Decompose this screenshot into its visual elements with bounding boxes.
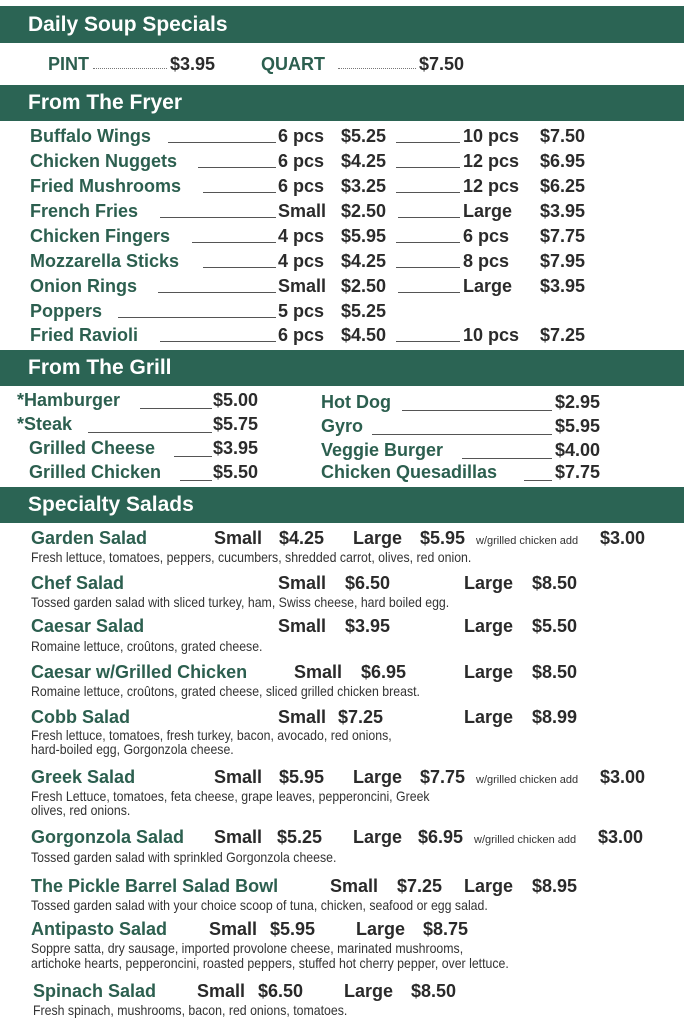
leader bbox=[396, 341, 460, 342]
item-name: Gyro bbox=[321, 416, 364, 436]
item-name: Hot Dog bbox=[321, 392, 391, 412]
item-description: Tossed garden salad with sliced turkey, ham, Swiss cheese, hard boiled egg. bbox=[31, 594, 450, 610]
price-1: $2.50 bbox=[341, 276, 387, 296]
leader bbox=[140, 408, 212, 409]
small-label: Small bbox=[294, 662, 343, 682]
price-2: $3.95 bbox=[540, 276, 586, 296]
chicken-add-label: w/grilled chicken add bbox=[474, 834, 577, 846]
large-price: $8.95 bbox=[532, 876, 578, 896]
item-name: Mozzarella Sticks bbox=[30, 251, 180, 271]
item-name: Buffalo Wings bbox=[30, 126, 151, 146]
soup-pint-label: PINT bbox=[48, 54, 90, 74]
leader bbox=[524, 480, 552, 481]
item-name: French Fries bbox=[30, 201, 139, 221]
small-price: $6.50 bbox=[345, 573, 391, 593]
chicken-add-price: $3.00 bbox=[600, 767, 646, 787]
item-description: Soppre satta, dry sausage, imported provolone cheese, marinated mushrooms, bbox=[31, 940, 464, 956]
price-1: $4.25 bbox=[341, 151, 387, 171]
size-1: 4 pcs bbox=[278, 226, 325, 246]
large-label: Large bbox=[353, 827, 403, 847]
item-price: $5.00 bbox=[213, 390, 259, 410]
item-description: Tossed garden salad with your choice scoop of tuna, chicken, seafood or egg salad. bbox=[31, 897, 488, 913]
item-name: Greek Salad bbox=[31, 767, 136, 787]
price-2: $7.50 bbox=[540, 126, 586, 146]
large-label: Large bbox=[464, 707, 514, 727]
item-name: Spinach Salad bbox=[33, 981, 157, 1001]
section-header-salads bbox=[0, 487, 684, 523]
large-label: Large bbox=[464, 616, 514, 636]
item-price: $7.75 bbox=[555, 462, 601, 482]
size-2: Large bbox=[463, 276, 513, 296]
small-label: Small bbox=[278, 616, 327, 636]
large-label: Large bbox=[353, 767, 403, 787]
leader bbox=[396, 267, 460, 268]
item-price: $4.00 bbox=[555, 440, 601, 460]
size-1: 6 pcs bbox=[278, 176, 325, 196]
leader bbox=[174, 456, 212, 457]
section-title: From The Fryer bbox=[28, 91, 183, 114]
price-1: $2.50 bbox=[341, 201, 387, 221]
small-price: $7.25 bbox=[338, 707, 384, 727]
item-name: Chicken Quesadillas bbox=[321, 462, 498, 482]
item-description: Fresh spinach, mushrooms, bacon, red onions, tomatoes. bbox=[33, 1002, 348, 1018]
small-label: Small bbox=[214, 827, 263, 847]
item-name: *Steak bbox=[17, 414, 73, 434]
item-name: Chicken Fingers bbox=[30, 226, 171, 246]
section-header-soup bbox=[0, 6, 684, 43]
leader bbox=[158, 292, 276, 293]
small-price: $5.95 bbox=[279, 767, 325, 787]
small-price: $5.95 bbox=[270, 919, 316, 939]
large-label: Large bbox=[464, 876, 514, 896]
price-2: $6.25 bbox=[540, 176, 586, 196]
item-name: Caesar w/Grilled Chicken bbox=[31, 662, 248, 682]
item-name: The Pickle Barrel Salad Bowl bbox=[31, 876, 279, 896]
leader bbox=[192, 242, 276, 243]
item-name: Fried Ravioli bbox=[30, 325, 139, 345]
leader bbox=[396, 167, 460, 168]
leader bbox=[372, 434, 552, 435]
soup-quart-label: QUART bbox=[261, 54, 325, 74]
leader bbox=[88, 432, 212, 433]
size-1: 4 pcs bbox=[278, 251, 325, 271]
item-price: $5.75 bbox=[213, 414, 259, 434]
item-name: Gorgonzola Salad bbox=[31, 827, 185, 847]
large-price: $8.50 bbox=[411, 981, 457, 1001]
item-name: Antipasto Salad bbox=[31, 919, 168, 939]
price-1: $3.25 bbox=[341, 176, 387, 196]
price-1: $5.25 bbox=[341, 301, 387, 321]
large-price: $5.95 bbox=[420, 528, 466, 548]
leader bbox=[398, 292, 460, 293]
size-1: 6 pcs bbox=[278, 151, 325, 171]
size-2: 10 pcs bbox=[463, 126, 520, 146]
size-2: 8 pcs bbox=[463, 251, 510, 271]
large-price: $7.75 bbox=[420, 767, 466, 787]
section-title: Specialty Salads bbox=[28, 493, 194, 516]
leader bbox=[396, 142, 460, 143]
chicken-add-price: $3.00 bbox=[600, 528, 646, 548]
item-name: Caesar Salad bbox=[31, 616, 145, 636]
item-description: hard-boiled egg, Gorgonzola cheese. bbox=[31, 741, 234, 757]
leader bbox=[203, 192, 276, 193]
large-label: Large bbox=[353, 528, 403, 548]
item-description: Romaine lettuce, croûtons, grated cheese. bbox=[31, 638, 263, 654]
leader bbox=[168, 142, 276, 143]
item-name: Poppers bbox=[30, 301, 103, 321]
chicken-add-label: w/grilled chicken add bbox=[476, 774, 579, 786]
item-description: Fresh lettuce, tomatoes, peppers, cucumbers, shredded carrot, olives, red onion. bbox=[31, 549, 472, 565]
item-description: Tossed garden salad with sprinkled Gorgonzola cheese. bbox=[31, 849, 337, 865]
size-1: 6 pcs bbox=[278, 325, 325, 345]
price-1: $4.50 bbox=[341, 325, 387, 345]
size-1: Small bbox=[278, 276, 327, 296]
small-price: $5.25 bbox=[277, 827, 323, 847]
large-price: $6.95 bbox=[418, 827, 464, 847]
size-1: 6 pcs bbox=[278, 126, 325, 146]
small-label: Small bbox=[330, 876, 379, 896]
small-label: Small bbox=[278, 707, 327, 727]
item-price: $3.95 bbox=[213, 438, 259, 458]
leader bbox=[180, 480, 212, 481]
item-price: $5.50 bbox=[213, 462, 259, 482]
large-price: $8.50 bbox=[532, 662, 578, 682]
large-label: Large bbox=[464, 573, 514, 593]
item-name: Grilled Chicken bbox=[29, 462, 162, 482]
price-2: $7.75 bbox=[540, 226, 586, 246]
item-price: $5.95 bbox=[555, 416, 601, 436]
small-label: Small bbox=[214, 767, 263, 787]
size-1: Small bbox=[278, 201, 327, 221]
size-2: 10 pcs bbox=[463, 325, 520, 345]
chicken-add-price: $3.00 bbox=[598, 827, 644, 847]
leader bbox=[118, 317, 276, 318]
item-name: Cobb Salad bbox=[31, 707, 131, 727]
leader bbox=[198, 167, 276, 168]
item-name: Onion Rings bbox=[30, 276, 137, 296]
small-label: Small bbox=[278, 573, 327, 593]
large-price: $8.75 bbox=[423, 919, 469, 939]
item-description: olives, red onions. bbox=[31, 802, 131, 818]
item-description: Fresh lettuce, tomatoes, fresh turkey, bacon, avocado, red onions, bbox=[31, 727, 392, 743]
item-name: Chicken Nuggets bbox=[30, 151, 178, 171]
size-2: 6 pcs bbox=[463, 226, 510, 246]
item-description: Fresh Lettuce, tomatoes, feta cheese, grape leaves, pepperoncini, Greek bbox=[31, 788, 430, 804]
price-1: $5.25 bbox=[341, 126, 387, 146]
large-price: $5.50 bbox=[532, 616, 578, 636]
small-label: Small bbox=[214, 528, 263, 548]
leader bbox=[203, 267, 276, 268]
leader bbox=[93, 68, 167, 69]
large-label: Large bbox=[356, 919, 406, 939]
item-name: Fried Mushrooms bbox=[30, 176, 182, 196]
item-price: $2.95 bbox=[555, 392, 601, 412]
leader bbox=[338, 68, 416, 69]
large-label: Large bbox=[464, 662, 514, 682]
leader bbox=[402, 410, 552, 411]
small-price: $3.95 bbox=[345, 616, 391, 636]
size-1: 5 pcs bbox=[278, 301, 325, 321]
item-description: artichoke hearts, pepperoncini, roasted peppers, stuffed hot cherry pepper, over lettuce. bbox=[31, 955, 509, 971]
section-header-grill bbox=[0, 350, 684, 386]
section-header-fryer bbox=[0, 85, 684, 121]
price-2: $6.95 bbox=[540, 151, 586, 171]
leader bbox=[462, 458, 552, 459]
leader bbox=[160, 341, 276, 342]
item-name: Grilled Cheese bbox=[29, 438, 156, 458]
large-price: $8.50 bbox=[532, 573, 578, 593]
large-label: Large bbox=[344, 981, 394, 1001]
small-label: Small bbox=[197, 981, 246, 1001]
price-1: $4.25 bbox=[341, 251, 387, 271]
chicken-add-label: w/grilled chicken add bbox=[476, 535, 579, 547]
small-label: Small bbox=[209, 919, 258, 939]
section-title: From The Grill bbox=[28, 356, 172, 379]
section-title: Daily Soup Specials bbox=[28, 12, 228, 36]
small-price: $7.25 bbox=[397, 876, 443, 896]
leader bbox=[160, 217, 276, 218]
price-2: $7.95 bbox=[540, 251, 586, 271]
soup-quart-price: $7.50 bbox=[419, 54, 465, 74]
size-2: Large bbox=[463, 201, 513, 221]
size-2: 12 pcs bbox=[463, 151, 520, 171]
item-description: Romaine lettuce, croûtons, grated cheese, sliced grilled chicken breast. bbox=[31, 683, 420, 699]
leader bbox=[396, 242, 460, 243]
price-2: $3.95 bbox=[540, 201, 586, 221]
size-2: 12 pcs bbox=[463, 176, 520, 196]
item-name: Chef Salad bbox=[31, 573, 125, 593]
leader bbox=[398, 217, 460, 218]
item-name: Veggie Burger bbox=[321, 440, 444, 460]
small-price: $6.50 bbox=[258, 981, 304, 1001]
small-price: $6.95 bbox=[361, 662, 407, 682]
soup-pint-price: $3.95 bbox=[170, 54, 216, 74]
item-name: Garden Salad bbox=[31, 528, 148, 548]
small-price: $4.25 bbox=[279, 528, 325, 548]
price-2: $7.25 bbox=[540, 325, 586, 345]
large-price: $8.99 bbox=[532, 707, 578, 727]
leader bbox=[396, 192, 460, 193]
item-name: *Hamburger bbox=[17, 390, 121, 410]
price-1: $5.95 bbox=[341, 226, 387, 246]
